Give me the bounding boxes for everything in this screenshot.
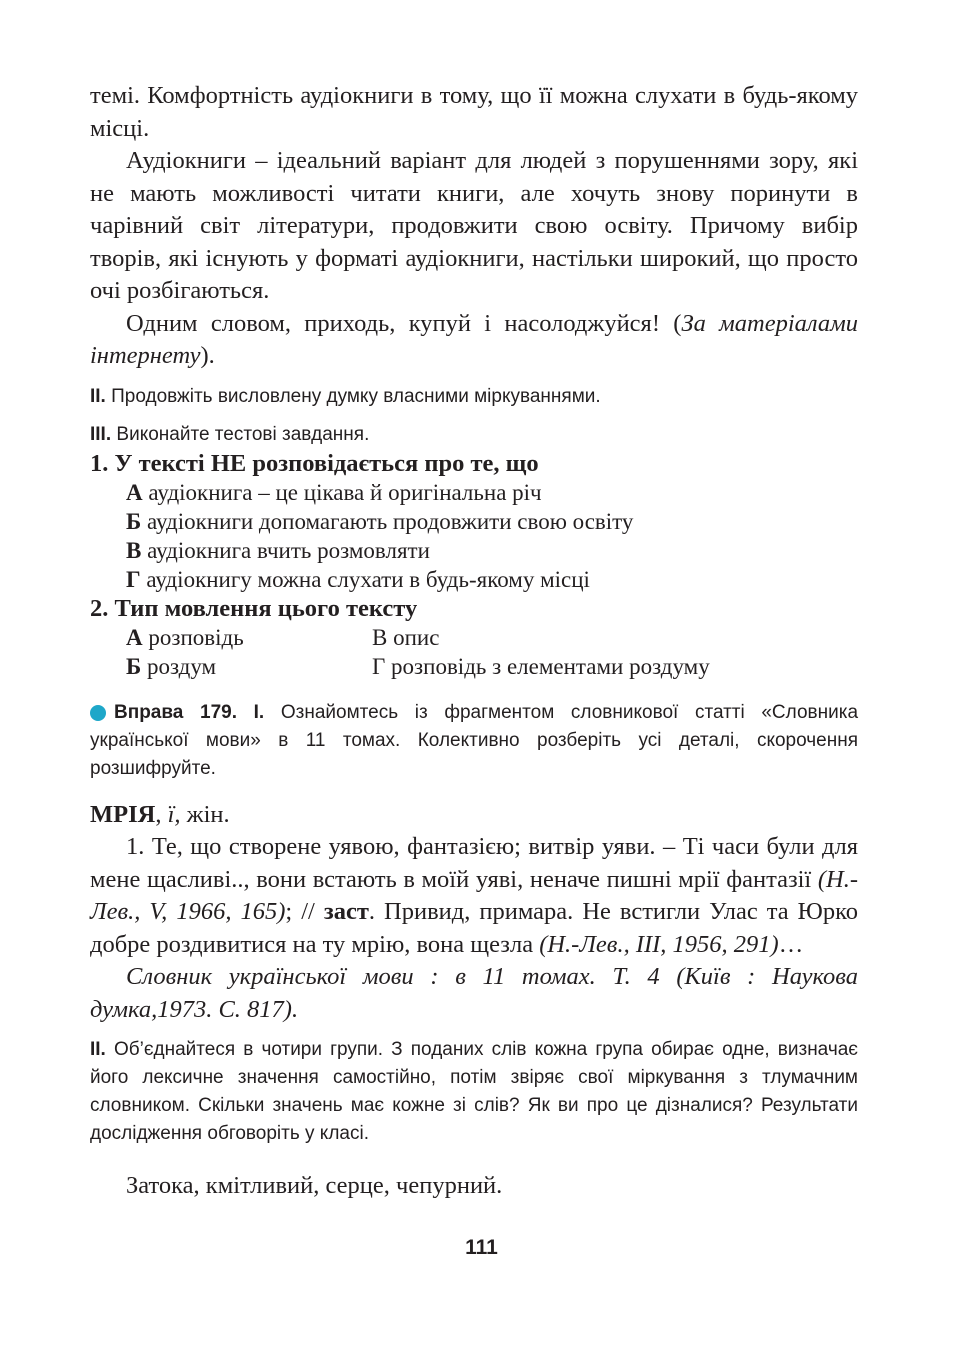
answer-option [90,565,858,594]
dictionary-citation: Словник української мови : в 11 томах. Т. 4 (Київ : Наукова думка,1973. С. 817). [90,963,858,1023]
bullet-dot-icon [90,705,106,721]
question-1-title: 1. У тексті НЕ розповідається про те, що [90,449,539,477]
option-text: аудіокнигу можна слухати в будь-якому місці [140,566,590,592]
dictionary-entry-definition [90,831,858,961]
option-text: аудіокнига вчить розмовляти [141,537,430,563]
answer-option [126,623,372,652]
option-letter: А [126,624,143,650]
answer-option [126,652,372,681]
task-3-number: III. [90,423,112,445]
option-letter: Г [372,653,386,679]
exercise-179-text [90,699,858,783]
headword-sep: , [155,800,168,828]
dictionary-entry-head [90,799,858,832]
answer-option [90,507,858,536]
ellipsis: … [778,930,804,958]
answer-row [90,623,858,652]
task-3 [90,421,858,449]
answer-option [372,652,710,681]
task-2b [90,1036,858,1148]
answer-row [90,652,858,681]
conclusion-text: Одним словом, приходь, купуй і насолоджуйся! ( [126,309,682,337]
gender-label: жін. [180,800,230,828]
definition-continuation: . Привид, примара. Не встигли Улас та Юрко добре роздивитися на ту мрію, вона щезла [90,898,858,958]
obsolete-label: заст [323,898,369,925]
option-letter: Б [126,653,142,679]
definition-text: 1. Те, що створене уявою, фантазією; витвір уяви. – Ті часи були для мене щасливі.., вони встають в моїй уяві, неначе пишні мрії фантазії [90,833,858,893]
exercise-179 [90,699,858,783]
source-ref-1: (Н.-Лев., V, 1966, 165) [90,865,858,925]
option-letter: В [372,624,388,650]
exercise-instruction: Ознайомтесь із фрагментом словникової статті «Словника української мови» в 11 томах. Колективно розберіть усі деталі, скорочення розшифруйте. [90,701,859,779]
answer-option [90,478,858,507]
paragraph-conclusion [90,308,858,373]
source-note: За матеріалами інтернету [90,309,858,369]
source-ref-2: (Н.-Лев., III, 1956, 291) [539,930,779,958]
option-letter: В [126,537,142,563]
paragraph-continuation: темі. Комфортність аудіокниги в тому, що її можна слухати в будь-якому місці. [90,82,858,142]
page-number: 111 [465,1236,498,1259]
option-text: розповідь [142,624,244,650]
answer-option [90,536,858,565]
option-text: аудіокнига – це цікава й оригінальна річ [142,479,542,505]
headword: МРІЯ [90,800,156,828]
option-letter: А [126,479,143,505]
question-2-options [90,623,858,681]
option-text: аудіокниги допомагають продовжити свою освіту [141,508,634,534]
option-text: роздум [141,653,217,679]
question-2-title: 2. Тип мовлення цього тексту [90,594,418,622]
page-body [90,80,858,1203]
conclusion-end: ). [200,342,215,369]
definition-separator: ; // [285,898,324,925]
task-3-text: Виконайте тестові завдання. [111,423,370,445]
option-letter: Г [126,566,141,592]
task-2-text: Продовжіть висловлену думку власними міркуваннями. [105,385,601,407]
word-list: Затока, кмітливий, серце, чепурний. [126,1172,503,1199]
exercise-part: I. [253,701,265,723]
option-text: розповідь з елементами роздуму [385,653,710,679]
task-2b-text: Об’єднайтеся в чотири групи. З поданих слів кожна група обирає одне, визначає його лексичне значення самостійно, потім звіряє свої міркування з тлумачним словником. Скільки значень має кожне зі слів? Як ви про це дізналися? Результати дослідження обговоріть у класі. [90,1039,858,1144]
option-letter: Б [126,508,142,534]
genitive-ending: ї, [167,800,181,828]
task-2b-number: II. [90,1039,106,1060]
task-2-number: II. [90,385,106,407]
option-text: опис [387,624,440,650]
answer-option [372,623,439,652]
question-1-options [90,478,858,594]
exercise-label: Вправа 179. [114,701,237,723]
task-2 [90,383,858,411]
paragraph-audiobooks: Аудіокниги – ідеальний варіант для людей з порушеннями зору, які не мають можливості читати книги, але хочуть знову поринути в чарівний світ літератури, продовжити свою освіту. Причому вибір творів, які існують у форматі аудіокниги, настільки широкий, що просто очі розбігаються. [90,147,858,304]
